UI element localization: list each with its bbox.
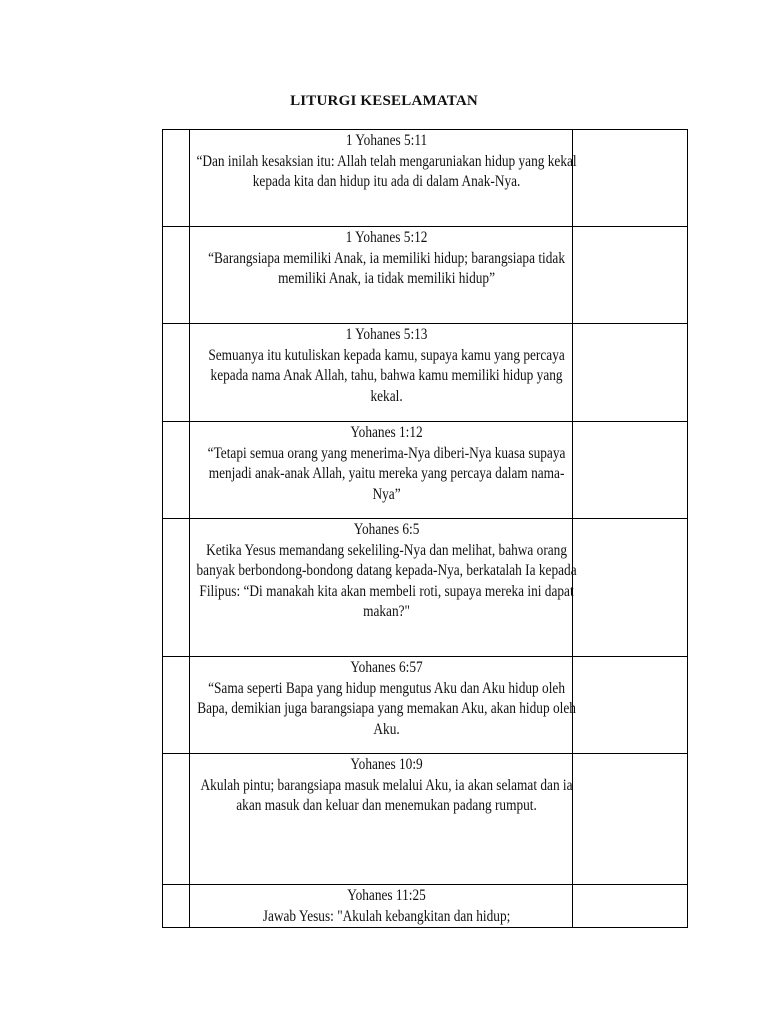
verse-cell <box>190 885 573 928</box>
verse-text: “Sama seperti Bapa yang hidup mengutus Aku dan Aku hidup oleh Bapa, demikian juga barangsiapa yang memakan Aku, akan hidup oleh Aku. <box>197 679 577 738</box>
table-row <box>163 324 688 422</box>
verse-cell <box>190 657 577 754</box>
liturgy-table <box>162 129 688 928</box>
notes-cell <box>573 130 688 227</box>
verse-cell <box>190 422 573 519</box>
row-marker-cell <box>163 422 190 519</box>
verse-cell <box>190 130 578 227</box>
verse-text: Akulah pintu; barangsiapa masuk melalui Aku, ia akan selamat dan ia akan masuk dan keluar dan menemukan padang rumput. <box>200 776 574 814</box>
table-row <box>163 422 688 519</box>
verse-block <box>191 227 582 290</box>
row-marker-cell <box>163 519 190 657</box>
verse-reference: 1 Yohanes 5:11 <box>346 132 428 149</box>
verse-reference: Yohanes 1:12 <box>350 424 424 441</box>
row-marker-cell <box>163 227 190 324</box>
row-marker-cell <box>163 657 190 754</box>
verse-text: “Barangsiapa memiliki Anak, ia memiliki hidup; barangsiapa tidak memiliki Anak, ia tidak memiliki hidup” <box>208 249 566 287</box>
verse-block <box>191 754 582 817</box>
verse-reference: 1 Yohanes 5:12 <box>346 229 428 246</box>
verse-block <box>191 422 582 505</box>
table-row <box>163 519 688 657</box>
verse-text: “Tetapi semua orang yang menerima-Nya diberi-Nya kuasa supaya menjadi anak-anak Allah, yaitu mereka yang percaya dalam nama-Nya” <box>208 444 566 503</box>
verse-cell <box>190 519 578 657</box>
verse-cell <box>190 227 573 324</box>
verse-block <box>191 519 582 623</box>
verse-text: Semuanya itu kutuliskan kepada kamu, supaya kamu yang percaya kepada nama Anak Allah, tahu, bahwa kamu memiliki hidup yang kekal. <box>208 346 566 405</box>
notes-cell <box>573 227 688 324</box>
verse-reference: 1 Yohanes 5:13 <box>346 326 428 343</box>
table-row <box>163 657 688 754</box>
notes-cell <box>573 754 688 885</box>
notes-cell <box>573 422 688 519</box>
table-row <box>163 227 688 324</box>
row-marker-cell <box>163 885 190 928</box>
verse-reference: Yohanes 6:5 <box>354 521 420 538</box>
verse-block <box>191 885 582 927</box>
table-row <box>163 130 688 227</box>
notes-cell <box>573 657 688 754</box>
row-marker-cell <box>163 130 190 227</box>
verse-block <box>191 130 582 193</box>
notes-cell <box>573 324 688 422</box>
document-title: LITURGI KESELAMATAN <box>290 93 478 109</box>
verse-reference: Yohanes 11:25 <box>347 887 427 904</box>
verse-cell <box>190 324 573 422</box>
verse-block <box>191 324 582 407</box>
notes-cell <box>573 885 688 928</box>
verse-text: Jawab Yesus: "Akulah kebangkitan dan hidup; <box>263 907 511 925</box>
verse-text: Ketika Yesus memandang sekeliling-Nya dan melihat, bahwa orang banyak berbondong-bondong datang kepada-Nya, berkatalah Ia kepada Filipus: “Di manakah kita akan membeli roti, supaya mereka ini dapat makan?" <box>196 541 578 620</box>
verse-text: “Dan inilah kesaksian itu: Allah telah mengaruniakan hidup yang kekal kepada kita dan hidup itu ada di dalam Anak-Nya. <box>196 152 578 190</box>
verse-block <box>191 657 582 740</box>
table-row <box>163 754 688 885</box>
verse-cell <box>190 754 573 885</box>
notes-cell <box>573 519 688 657</box>
row-marker-cell <box>163 754 190 885</box>
verse-reference: Yohanes 6:57 <box>350 659 424 676</box>
table-row <box>163 885 688 928</box>
verse-reference: Yohanes 10:9 <box>350 756 424 773</box>
row-marker-cell <box>163 324 190 422</box>
